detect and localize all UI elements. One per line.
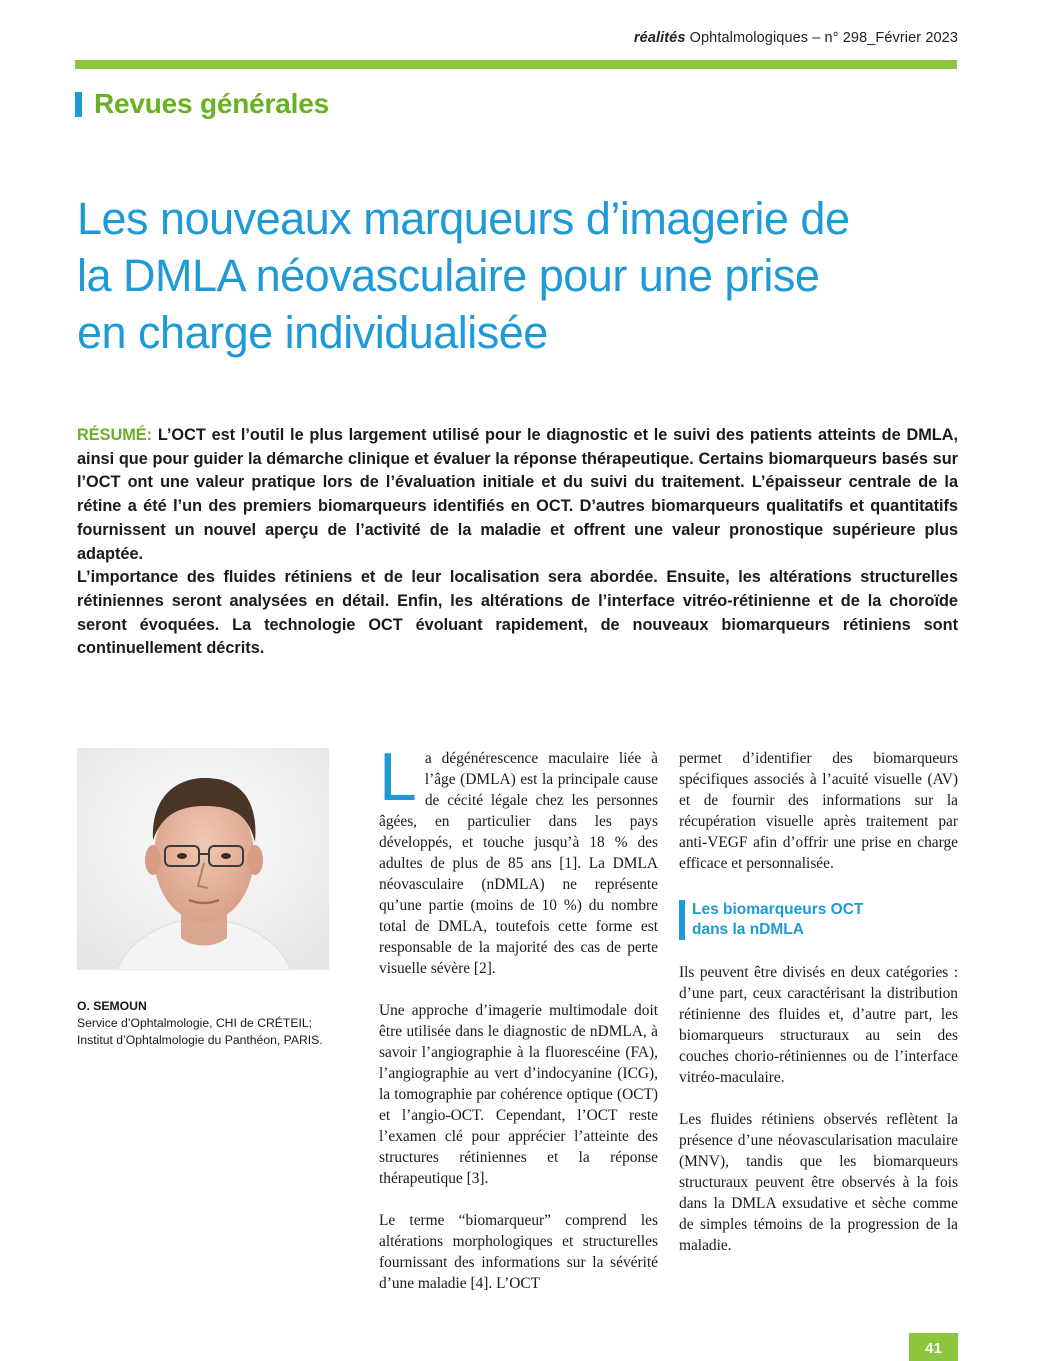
body-paragraph: Ils peuvent être divisés en deux catégories : d’une part, ceux caractérisant la distribution rétinienne des fluides et, d’autre part, les biomarqueurs structuraux au sein des couches chorio-rétiniennes ou de l’interface vitréo-maculaire.: [679, 964, 958, 1086]
author-block: [77, 998, 347, 1049]
title-line: la DMLA néovasculaire pour une prise: [77, 250, 820, 301]
page-number: 41: [909, 1333, 958, 1361]
body-paragraph: Le terme “biomarqueur” comprend les altérations morphologiques et structurelles fournissant des informations sur la sévérité d’une maladie [4]. L’OCT: [379, 1212, 658, 1292]
title-line: en charge individualisée: [77, 307, 548, 358]
abstract-paragraph: L’importance des fluides rétiniens et de leur localisation sera abordée. Ensuite, les altérations structurelles rétiniennes seront analysées en détail. Enfin, les altérations de l’interface vitréo-rétinienne et de la choroïde seront évoquées. La technologie OCT évoluant rapidement, de nouveaux biomarqueurs rétiniens sont continuellement décrits.: [77, 568, 958, 658]
author-affiliation: Institut d’Ophtalmologie du Panthéon, PARIS.: [77, 1033, 323, 1047]
abstract-label: RÉSUMÉ:: [77, 426, 153, 444]
article-title: [77, 190, 967, 361]
journal-issue: Ophtalmologiques – n° 298_Février 2023: [685, 30, 958, 46]
body-text: a dégénérescence maculaire liée à l’âge (DMLA) est la principale cause de cécité légale chez les personnes âgées, en particulier dans les pays développés, et touche jusqu’à 18 % des adultes de plus de 85 ans [1]. La DMLA néovasculaire (nDMLA) ne représente qu’une partie (moins de 10 %) du nombre total de DMLA, toutefois cette forme est responsable de la majorité des cas de perte visuelle sévère [2].: [379, 750, 658, 977]
subheading-marker: [679, 900, 685, 940]
author-affiliation: Service d’Ophtalmologie, CHI de CRÉTEIL;: [77, 1016, 313, 1030]
author-photo: [77, 748, 329, 970]
journal-name: réalités: [633, 30, 686, 46]
section-marker: [75, 92, 82, 117]
author-name: O. SEMOUN: [77, 999, 147, 1013]
body-paragraph: permet d’identifier des biomarqueurs spécifiques associés à l’acuité visuelle (AV) et de fournir des informations sur la récupération visuelle après traitement par anti-VEGF afin d’offrir une prise en charge efficace et personnalisée.: [679, 750, 958, 872]
drop-cap: L: [379, 739, 417, 815]
running-header: [634, 30, 958, 46]
body-paragraph: Une approche d’imagerie multimodale doit être utilisée dans le diagnostic de nDMLA, à savoir l’angiographie à la fluorescéine (FA), l’angiographie au vert d’indocyanine (ICG), la tomographie par cohérence optique (OCT) et l’angio-OCT. Cependant, l’OCT reste l’examen clé pour apprécier l’atteinte des structures rétiniennes et la réponse thérapeutique [3].: [379, 1002, 658, 1187]
abstract: [77, 424, 958, 661]
author-portrait-image: [77, 748, 329, 970]
section-tag: [75, 88, 329, 120]
subheading: [679, 900, 958, 940]
subheading-line: Les biomarqueurs OCT: [692, 901, 864, 918]
body-paragraph: Les fluides rétiniens observés reflètent la présence d’une néovascularisation maculaire (MNV), tandis que les biomarqueurs structuraux peuvent être observés à la fois dans la DMLA exsudative et sèche comme de simples témoins de la progression de la maladie.: [679, 1111, 958, 1254]
abstract-text: L’OCT est l’outil le plus largement utilisé pour le diagnostic et le suivi des patients atteints de DMLA, ainsi que pour guider la démarche clinique et évaluer la réponse thérapeutique. Certains biomarqueurs basés sur l’OCT ont une valeur pratique lors de l’évaluation initiale et du suivi du traitement. L’épaisseur centrale de la rétine a été l’un des premiers biomarqueurs identifiés en OCT. D’autres biomarqueurs qualitatifs et quantitatifs fournissent un nouvel aperçu de l’activité de la maladie et offrent une valeur pronostique supérieure plus adaptée.: [77, 426, 958, 563]
abstract-paragraph: [77, 424, 958, 566]
body-column-middle: [379, 739, 658, 1315]
subheading-line: dans la nDMLA: [692, 921, 804, 938]
body-paragraph: [379, 739, 658, 979]
header-rule: [75, 60, 957, 69]
section-label: Revues générales: [94, 88, 329, 119]
title-line: Les nouveaux marqueurs d’imagerie de: [77, 193, 850, 244]
body-column-right: [679, 748, 958, 1277]
